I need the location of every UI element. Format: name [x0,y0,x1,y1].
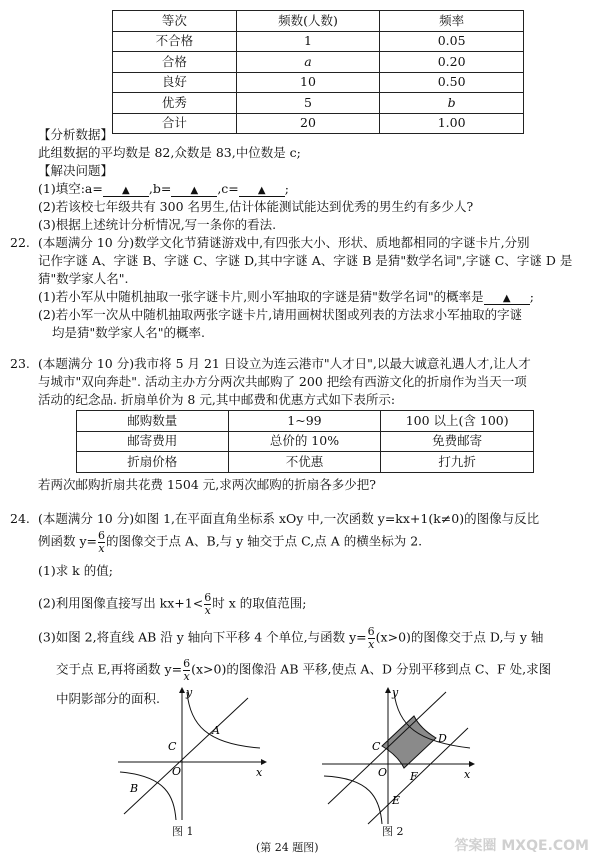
fraction-denominator: x [204,603,211,617]
line-ab [124,698,248,814]
q22-p1-text: (1)若小军从中随机抽取一张字谜卡片,则小军抽取的字谜是猜"数学名词"的概率是 [38,289,484,304]
q24-part3-end: 中阴影部分的面积. [56,691,160,706]
table-cell: a [236,52,380,73]
table-header-cell: 频数(人数) [236,11,380,32]
watermark-logo: 答案圈 MXQE.COM [454,837,589,854]
q22-part1 [38,288,534,306]
table-cell: 优秀 [113,93,237,114]
q23-line2: 与城市"双向奔赴". 活动主办方分两次共邮购了 200 把绘有西游文化的折扇作为当天一项 [38,374,527,389]
table-cell: 不合格 [113,31,237,52]
label-x: x [464,768,471,781]
q24-p3-text-b: (x>0)的图像交于点 D,与 y 轴 [375,629,544,645]
table-cell: 5 [236,93,380,114]
table-row [77,431,534,452]
q24-line1: (本题满分 10 分)如图 1,在平面直角坐标系 xOy 中,一次函数 y=kx+1(k≠0)的图像与反比 [38,511,540,526]
figure-2-caption: 图 2 [382,825,404,838]
q22-line1: (本题满分 10 分)数学文化节猜谜游戏中,有四张大小、形状、质地都相同的字谜卡片,分别 [38,235,530,250]
label-y: y [186,686,193,699]
q22-p1-end: ; [529,289,534,304]
fraction-denominator: x [368,637,375,651]
fraction-numerator: 6 [183,657,191,670]
triangle-icon: ▲ [122,185,130,196]
table-row [113,72,524,93]
table-cell: 1.00 [380,113,524,134]
triangle-icon: ▲ [190,185,199,196]
table-row [113,31,524,52]
table-cell: 免费邮寄 [381,431,534,452]
table-cell: b [380,93,524,114]
shaded-region [382,716,436,768]
answer-blank-b[interactable] [171,186,217,197]
q23-line3: 活动的纪念品. 折扇单价为 8 元,其中邮费和优惠方式如下表所示: [38,392,396,407]
figure-caption: (第 24 题图) [256,841,319,854]
table-cell: 邮购数量 [77,411,229,432]
q24-p2-text-a: (2)利用图像直接写出 kx+1< [38,595,204,611]
label-e: E [392,794,401,807]
label-f: F [410,770,418,783]
table-row [113,93,524,114]
label-y: y [392,686,399,699]
solve-title: 【解决问题】 [38,163,114,178]
mail-order-table [76,410,534,473]
table-cell: 100 以上(含 100) [381,411,534,432]
triangle-icon: ▲ [502,293,511,304]
table-header-row [113,11,524,32]
analyze-title: 【分析数据】 [38,127,114,142]
fraction-6-over-x [368,626,375,650]
q24-l2-text-b: 的图像交于点 A、B,与 y 轴交于点 C,点 A 的横坐标为 2. [106,533,423,549]
table-cell: 0.20 [380,52,524,73]
figure-1-graph [110,684,270,824]
table-row [77,452,534,473]
grade-frequency-table [112,10,524,134]
label-origin: O [172,765,182,778]
line-ab [328,692,446,804]
table-cell: 不优惠 [228,452,381,473]
fraction-6-over-x [98,530,105,554]
table-row [113,52,524,73]
table-cell: 合格 [113,52,237,73]
figure-1-caption: 图 1 [172,825,194,838]
table-cell: 1~99 [228,411,381,432]
q24-number: 24. [10,511,30,526]
q21-p1-text-b: ,b= [148,181,172,196]
table-cell: 合计 [113,113,237,134]
fraction-numerator: 6 [98,529,106,542]
table-header-cell: 频率 [380,11,524,32]
q23-question: 若两次邮购折扇共花费 1504 元,求两次邮购的折扇各多少把? [38,477,376,492]
triangle-icon: ▲ [257,185,266,196]
label-c: C [168,740,177,753]
table-cell: 1 [236,31,380,52]
answer-blank-q22[interactable] [484,294,530,305]
q22-line3: 猜"数学家人名". [38,271,129,286]
q24-p3-text-c: 交于点 E,再将函数 y= [56,661,183,677]
q24-part2 [38,592,306,616]
q21-part3: (3)根据上述统计分析情况,写一条你的看法. [38,217,277,232]
table-cell: 0.05 [380,31,524,52]
q22-part2a: (2)若小军一次从中随机抽取两张字谜卡片,请用画树状图或列表的方法求小军抽取的字谜 [38,307,523,322]
q22-part2b: 均是猜"数学家人名"的概率. [52,325,205,340]
q24-line2 [38,530,422,554]
label-c: C [372,740,381,753]
label-d: D [438,732,447,745]
table-row [77,411,534,432]
table-cell: 0.50 [380,72,524,93]
table-cell: 20 [236,113,380,134]
table-cell: 打九折 [381,452,534,473]
label-a: A [212,724,220,737]
table-cell: 良好 [113,72,237,93]
table-header-cell: 等次 [113,11,237,32]
q24-part3-cont [56,658,551,682]
hyperbola-branch-q3 [120,772,176,820]
q21-p1-text-a: (1)填空:a= [38,181,103,196]
fraction-numerator: 6 [367,625,375,638]
table-cell: 折扇价格 [77,452,229,473]
q22-line2: 记作字谜 A、字谜 B、字谜 C、字谜 D,其中字谜 A、字谜 B 是猜"数学名词",字谜 C、字谜 D 是 [38,253,573,268]
q24-p3-text-d: (x>0)的图像沿 AB 平移,使点 A、D 分别平移到点 C、F 处,求图 [191,661,552,677]
analyze-text: 此组数据的平均数是 82,众数是 83,中位数是 c; [38,145,301,160]
label-x: x [256,766,263,779]
fraction-6-over-x [183,658,190,682]
fraction-6-over-x [204,592,211,616]
answer-blank-a[interactable] [103,186,149,197]
table-cell: 10 [236,72,380,93]
q24-part1: (1)求 k 的值; [38,563,113,578]
hyperbola-branch-q1 [187,692,260,748]
q24-p2-text-b: 时 x 的取值范围; [212,595,307,611]
q21-p1-text-c: ,c= [217,181,239,196]
table-cell: 总价的 10% [228,431,381,452]
figure-2-graph [318,684,478,826]
table-row [113,113,524,134]
q23-number: 23. [10,356,30,371]
fraction-denominator: x [98,541,105,555]
q24-p3-text-a: (3)如图 2,将直线 AB 沿 y 轴向下平移 4 个单位,与函数 y= [38,629,367,645]
q21-part2: (2)若该校七年级共有 300 名男生,估计体能测试能达到优秀的男生约有多少人? [38,199,474,214]
label-b: B [130,782,139,795]
table-cell: 邮寄费用 [77,431,229,452]
label-origin: O [378,766,388,779]
q23-line1: (本题满分 10 分)我市将 5 月 21 日设立为连云港市"人才日",以最大诚意礼遇人才,让人才 [38,356,531,371]
fraction-numerator: 6 [204,591,212,604]
q24-part3 [38,626,543,650]
q21-p1-text-end: ; [284,181,289,196]
answer-blank-c[interactable] [239,186,285,197]
q24-l2-text-a: 例函数 y= [38,533,98,549]
q22-number: 22. [10,235,30,250]
fraction-denominator: x [183,669,190,683]
q21-part1 [38,180,289,198]
